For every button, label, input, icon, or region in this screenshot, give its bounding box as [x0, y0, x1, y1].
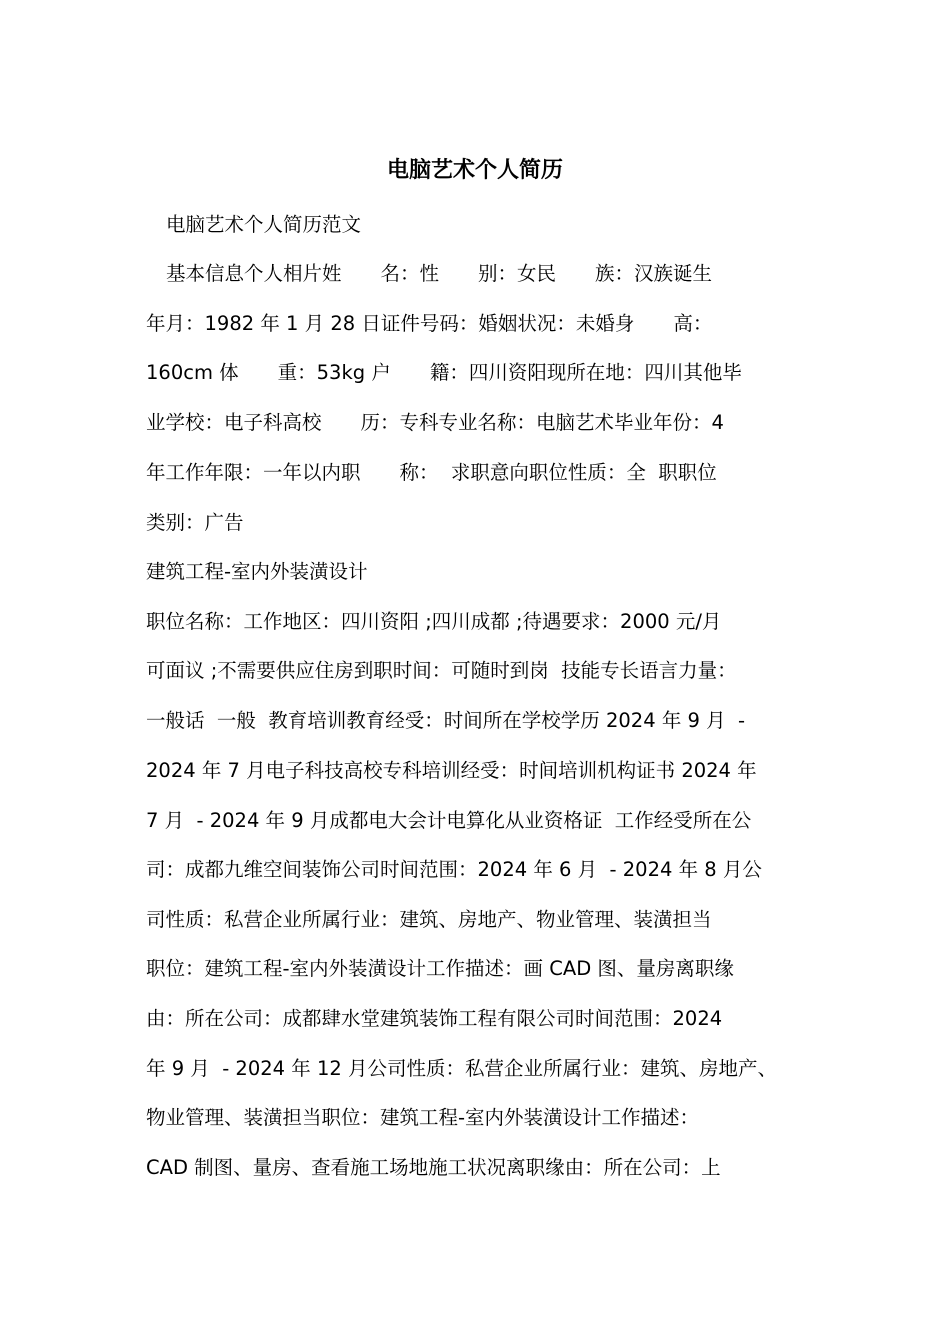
paragraph-line: 基本信息个人相片姓 名：性 别：女民 族：汉族诞生: [166, 262, 713, 285]
paragraph-line: 可面议 ;不需要供应住房到职时间：可随时到岗 技能专长语言力量：: [146, 659, 737, 682]
paragraph-line: 职位：建筑工程-室内外装潢设计工作描述：画 CAD 图、量房离职缘: [146, 957, 734, 980]
paragraph-line: 职位名称：工作地区：四川资阳 ;四川成都 ;待遇要求：2000 元/月: [146, 610, 722, 633]
paragraph-line: 160cm 体 重：53kg 户 籍：四川资阳现所在地：四川其他毕: [146, 361, 742, 384]
paragraph-line: 类别：广告: [146, 511, 244, 534]
paragraph-line: 建筑工程-室内外装潢设计: [146, 560, 368, 583]
paragraph-line: 一般话 一般 教育培训教育经受：时间所在学校学历 2024 年 9 月 -: [146, 709, 746, 732]
paragraph-line: 电脑艺术个人简历范文: [166, 213, 362, 236]
document-title: 电脑艺术个人简历: [386, 157, 563, 183]
paragraph-line: 2024 年 7 月电子科技高校专科培训经受：时间培训机构证书 2024 年: [146, 759, 757, 782]
paragraph-line: 司性质：私营企业所属行业：建筑、房地产、物业管理、装潢担当: [146, 908, 712, 931]
paragraph-line: 物业管理、装潢担当职位：建筑工程-室内外装潢设计工作描述：: [146, 1106, 700, 1129]
paragraph-line: 7 月 - 2024 年 9 月成都电大会计电算化从业资格证 工作经受所在公: [146, 809, 752, 832]
paragraph-line: CAD 制图、量房、查看施工场地施工状况离职缘由：所在公司：上: [146, 1156, 721, 1179]
paragraph-line: 年 9 月 - 2024 年 12 月公司性质：私营企业所属行业：建筑、房地产、: [146, 1057, 777, 1080]
paragraph-line: 年工作年限：一年以内职 称： 求职意向职位性质：全 职职位: [146, 461, 717, 484]
paragraph-line: 年月：1982 年 1 月 28 日证件号码：婚姻状况：未婚身 高：: [146, 312, 713, 335]
paragraph-line: 业学校：电子科高校 历：专科专业名称：电脑艺术毕业年份：4: [146, 411, 724, 434]
paragraph-line: 司：成都九维空间装饰公司时间范围：2024 年 6 月 - 2024 年 8 月公: [146, 858, 762, 881]
paragraph-line: 由：所在公司：成都肆水堂建筑装饰工程有限公司时间范围：2024: [146, 1007, 723, 1030]
